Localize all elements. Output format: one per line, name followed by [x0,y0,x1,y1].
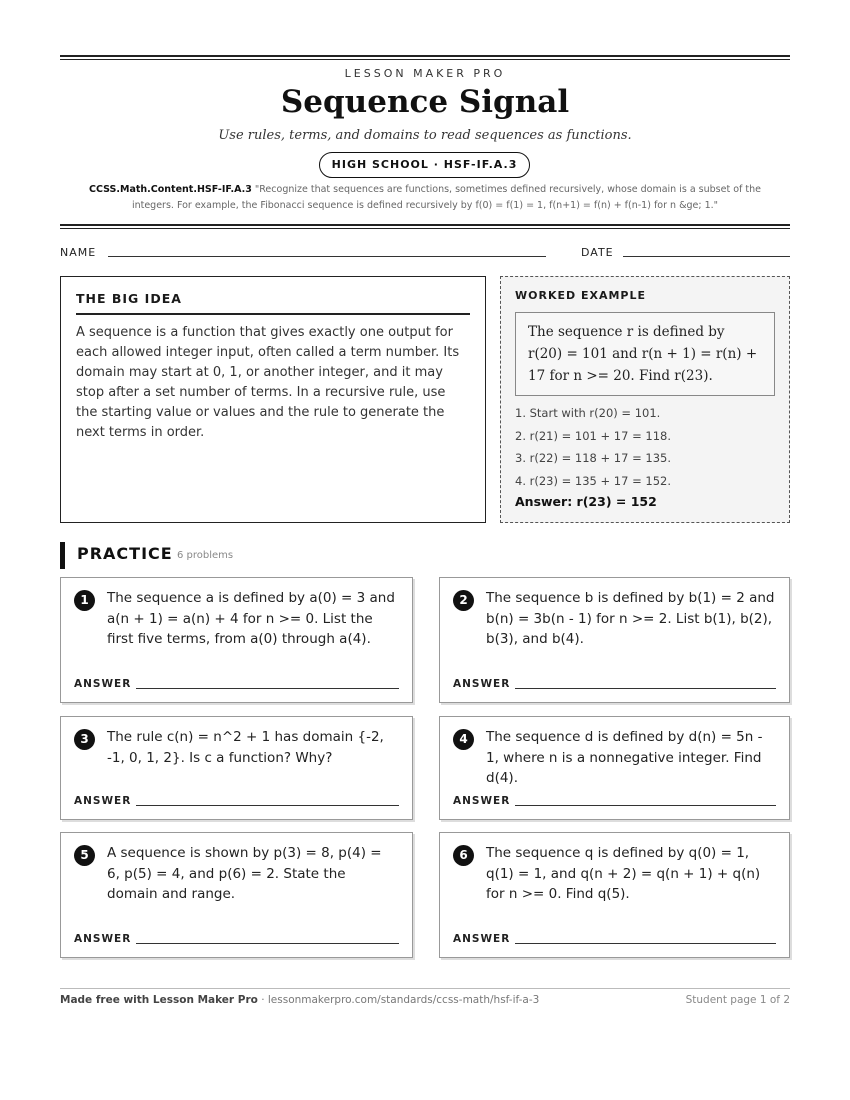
problem-card-1 [60,577,413,703]
answer-label: ANSWER [74,933,132,945]
problem-text: The sequence d is defined by d(n) = 5n - 1, where n is a nonnegative integer. Find d(4). [486,729,763,786]
answer-field[interactable] [136,805,399,806]
page-title: Sequence Signal [280,84,570,120]
name-field[interactable] [108,256,546,257]
problem-text: The rule c(n) = n^2 + 1 has domain {-2, -1, 0, 1, 2}. Is c a function? Why? [107,729,384,766]
answer-field[interactable] [136,943,399,944]
problem-card-2 [439,577,790,703]
worked-step: 1. Start with r(20) = 101. [515,406,661,420]
problem-number: 5 [74,845,95,866]
worked-example-heading: WORKED EXAMPLE [515,289,646,302]
standard-text: "Recognize that sequences are functions, sometimes defined recursively, whose domain is a subset of the integers. For example, the Fibonacci sequence is defined recursively by f(0) = f(1) = 1, f(n+1) = f(n) + f(n-1) for n &ge; 1." [131,184,761,211]
answer-label: ANSWER [74,678,132,690]
footer-credit [60,994,539,1006]
big-idea-heading: THE BIG IDEA [76,291,470,315]
answer-label: ANSWER [453,933,511,945]
worked-example-panel [500,276,790,523]
problem-number: 2 [453,590,474,611]
problem-card-3 [60,716,413,820]
worked-example-steps [515,402,775,492]
practice-heading: PRACTICE [77,544,173,563]
footer-page-number: Student page 1 of 2 [685,994,790,1006]
practice-count: 6 problems [177,550,234,561]
problem-card-4 [439,716,790,820]
page-subtitle: Use rules, terms, and domains to read sequences as functions. [218,128,632,143]
answer-field[interactable] [515,688,776,689]
header-bottom-rule [60,224,790,229]
footer-url[interactable]: · lessonmakerpro.com/standards/ccss-math/hsf-if-a-3 [257,994,540,1006]
answer-label: ANSWER [453,795,511,807]
answer-label: ANSWER [453,678,511,690]
problem-card-6 [439,832,790,958]
problem-number: 1 [74,590,95,611]
date-label: DATE [581,246,614,259]
problem-number: 3 [74,729,95,750]
date-field[interactable] [623,256,790,257]
worked-step: 3. r(22) = 118 + 17 = 135. [515,451,671,465]
practice-accent-bar [60,542,65,569]
answer-field[interactable] [515,805,776,806]
big-idea-panel [60,276,486,523]
problem-text: The sequence q is defined by q(0) = 1, q(1) = 1, and q(n + 2) = q(n + 1) + q(n) for n >= 0. Find q(5). [486,845,761,902]
standard-description [70,182,780,214]
problem-text: The sequence a is defined by a(0) = 3 and a(n + 1) = a(n) + 4 for n >= 0. List the first five terms, from a(0) through a(4). [107,590,395,647]
worked-example-answer: Answer: r(23) = 152 [515,494,657,509]
header-top-rule [60,55,790,60]
footer-made-with: Made free with Lesson Maker Pro [60,994,258,1006]
name-label: NAME [60,246,97,259]
standard-code: CCSS.Math.Content.HSF-IF.A.3 [89,184,252,195]
answer-label: ANSWER [74,795,132,807]
level-badge: HIGH SCHOOL · HSF-IF.A.3 [319,152,530,178]
brand-name: LESSON MAKER PRO [344,67,506,80]
problem-number: 6 [453,845,474,866]
big-idea-body: A sequence is a function that gives exactly one output for each allowed integer input, often called a term number. Its domain may start at 0, 1, or another integer, and it may stop after a set number of terms. In a recursive rule, use the starting value or values and the rule to generate the next terms in order. [76,325,460,440]
worked-step: 2. r(21) = 101 + 17 = 118. [515,428,671,443]
worked-step: 4. r(23) = 135 + 17 = 152. [515,473,671,488]
answer-field[interactable] [515,943,776,944]
problem-text: A sequence is shown by p(3) = 8, p(4) = 6, p(5) = 4, and p(6) = 2. State the domain and range. [107,845,382,902]
footer-rule [60,988,790,989]
problem-number: 4 [453,729,474,750]
problem-text: The sequence b is defined by b(1) = 2 and b(n) = 3b(n - 1) for n >= 2. List b(1), b(2), b(3), and b(4). [486,590,775,647]
worked-example-prompt: The sequence r is defined by r(20) = 101 and r(n + 1) = r(n) + 17 for n >= 20. Find r(23). [515,312,775,396]
problem-card-5 [60,832,413,958]
answer-field[interactable] [136,688,399,689]
